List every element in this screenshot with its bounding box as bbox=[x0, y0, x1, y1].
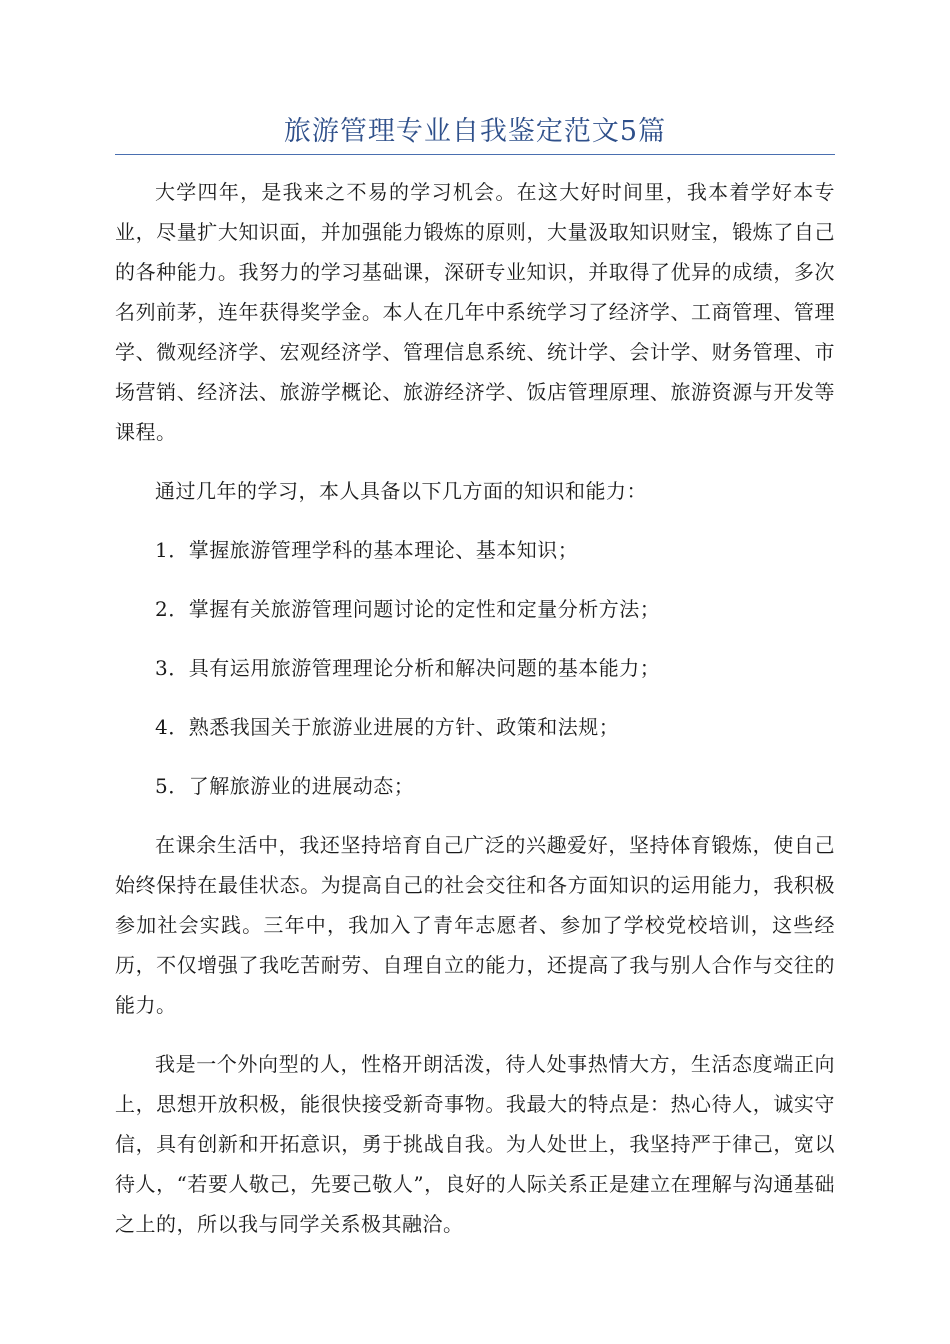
list-item: 5．了解旅游业的进展动态； bbox=[155, 774, 415, 798]
paragraph-extracurricular: 在课余生活中，我还坚持培育自己广泛的兴趣爱好，坚持体育锻炼，使自己始终保持在最佳状态。为提高自己的社会交往和各方面知识的运用能力，我积极参加社会实践。三年中，我加入了青年志愿者、参加了学校党校培训，这些经历，不仅增强了我吃苦耐劳、自理自立的能力，还提高了我与别人合作与交往的能力。 bbox=[115, 833, 835, 1017]
title-underline bbox=[115, 154, 835, 155]
paragraph-abilities-lead: 通过几年的学习，本人具备以下几方面的知识和能力： bbox=[155, 479, 647, 503]
paragraph-intro: 大学四年，是我来之不易的学习机会。在这大好时间里，我本着学好本专业，尽量扩大知识面，并加强能力锻炼的原则，大量汲取知识财宝，锻炼了自己的各种能力。我努力的学习基础课，深研专业知识，并取得了优异的成绩，多次名列前茅，连年获得奖学金。本人在几年中系统学习了经济学、工商管理、管理学、微观经济学、宏观经济学、管理信息系统、统计学、会计学、财务管理、市场营销、经济法、旅游学概论、旅游经济学、饭店管理原理、旅游资源与开发等课程。 bbox=[115, 180, 835, 444]
list-item: 1．掌握旅游管理学科的基本理论、基本知识； bbox=[155, 538, 579, 562]
list-item: 4．熟悉我国关于旅游业进展的方针、政策和法规； bbox=[155, 715, 620, 739]
list-item: 3．具有运用旅游管理理论分析和解决问题的基本能力； bbox=[155, 656, 661, 680]
document-title: 旅游管理专业自我鉴定范文5篇 bbox=[283, 116, 667, 147]
list-item: 2．掌握有关旅游管理问题讨论的定性和定量分析方法； bbox=[155, 597, 661, 621]
paragraph-personality: 我是一个外向型的人，性格开朗活泼，待人处事热情大方，生活态度端正向上，思想开放积极，能很快接受新奇事物。我最大的特点是：热心待人，诚实守信，具有创新和开拓意识，勇于挑战自我。为人处世上，我坚持严于律己，宽以待人，“若要人敬己，先要己敬人”，良好的人际关系正是建立在理解与沟通基础之上的，所以我与同学关系极其融洽。 bbox=[115, 1052, 835, 1236]
document-body bbox=[115, 172, 835, 1263]
